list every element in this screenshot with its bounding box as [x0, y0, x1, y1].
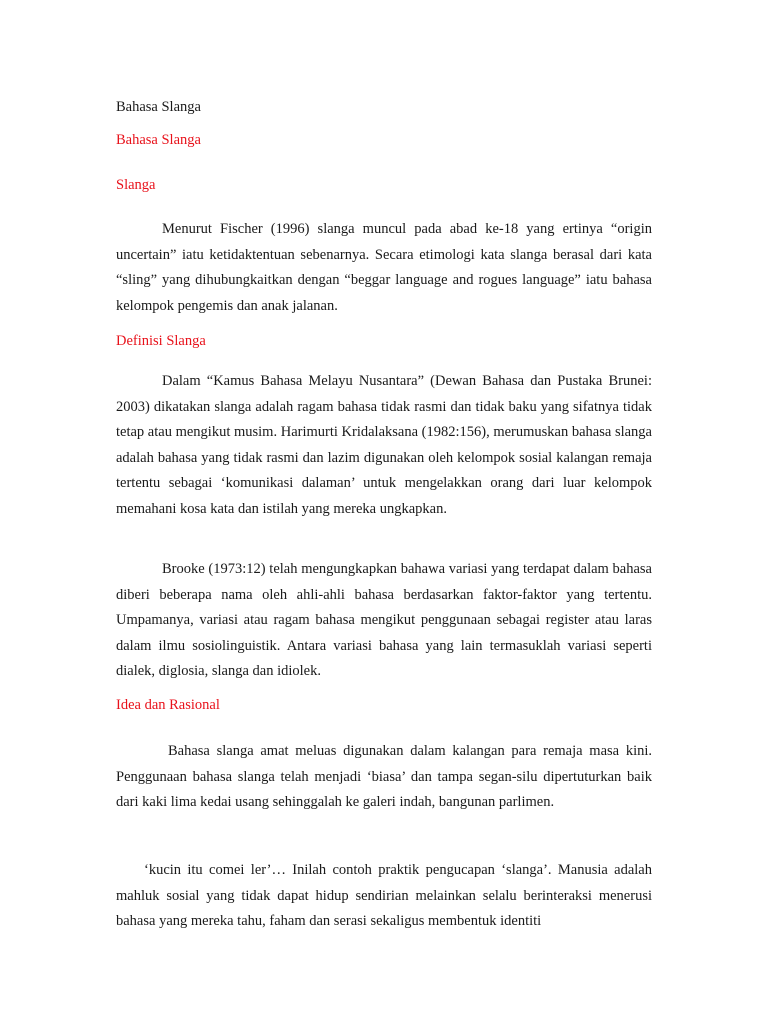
heading-idea-dan-rasional: Idea dan Rasional [116, 697, 220, 713]
paragraph-idea-2: ‘kucin itu comei ler’… Inilah contoh praktik pengucapan ‘slanga’. Manusia adalah mahluk sosial yang tidak dapat hidup sendirian melainkan selalu berinteraksi menerusi bahasa yang mereka tahu, faham dan serasi sekaligus membentuk identiti [116, 862, 652, 930]
heading-bahasa-slanga: Bahasa Slanga [116, 132, 201, 148]
paragraph-definisi-2: Brooke (1973:12) telah mengungkapkan bahawa variasi yang terdapat dalam bahasa diberi beberapa nama oleh ahli-ahli bahasa berdasarkan faktor-faktor yang tertentu. Umpamanya, variasi atau ragam bahasa mengikut penggunaan sebagai register atau laras dalam ilmu sosiolinguistik. Antara variasi bahasa yang lain termasuklah variasi seperti dialek, diglosia, slanga dan idiolek. [116, 561, 652, 680]
document-title: Bahasa Slanga [116, 99, 201, 115]
heading-definisi-slanga: Definisi Slanga [116, 333, 206, 349]
heading-slanga: Slanga [116, 177, 156, 193]
paragraph-slanga: Menurut Fischer (1996) slanga muncul pada abad ke-18 yang ertinya “origin uncertain” iatu ketidaktentuan sebenarnya. Secara etimologi kata slanga berasal dari kata “sling” yang dihubungkaitkan dengan “beggar language and rogues language” iatu bahasa kelompok pengemis dan anak jalanan. [116, 221, 652, 314]
paragraph-idea-1: Bahasa slanga amat meluas digunakan dalam kalangan para remaja masa kini. Penggunaan bahasa slanga telah menjadi ‘biasa’ dan tampa segan-silu dipertuturkan baik dari kaki lima kedai usang sehinggalah ke galeri indah, bangunan parlimen. [116, 743, 652, 811]
paragraph-definisi-1: Dalam “Kamus Bahasa Melayu Nusantara” (Dewan Bahasa dan Pustaka Brunei: 2003) dikatakan slanga adalah ragam bahasa tidak rasmi dan tidak baku yang sifatnya tidak tetap atau mengikut musim. Harimurti Kridalaksana (1982:156), merumuskan bahasa slanga adalah bahasa yang tidak rasmi dan lazim digunakan oleh kelompok sosial kalangan remaja tertentu sebagai ‘komunikasi dalaman’ untuk mengelakkan orang dari luar kelompok memahani kosa kata dan istilah yang mereka ungkapkan. [116, 373, 652, 517]
